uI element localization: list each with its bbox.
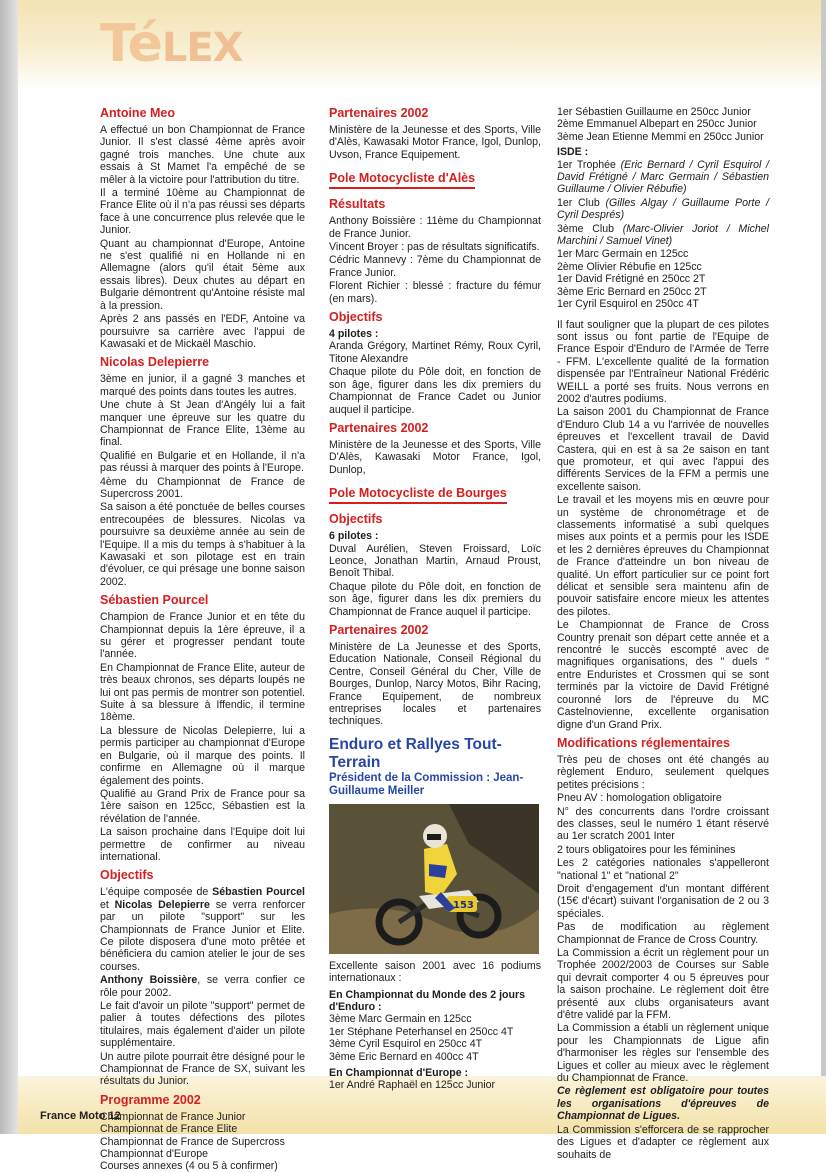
- paragraph: [100, 974, 305, 999]
- text: et: [100, 898, 115, 911]
- paragraph: Champion de France Junior et en tête du Championnat depuis la 1ère épreuve, il a su gérer et progresser pendant toute l'année.: [100, 611, 305, 661]
- programme-list: [100, 1111, 305, 1173]
- paragraph: Un autre pilote pourrait être désigné pour le Championnat de France de SX, suivant les résultats du Junior.: [100, 1050, 305, 1088]
- pilotes-count: 4 pilotes :: [329, 328, 379, 341]
- section-logo-telex: [100, 14, 243, 78]
- paragraph: Pas de modification au règlement Championnat de France de Cross Country.: [557, 921, 769, 946]
- list-item: Championnat d'Europe: [100, 1148, 209, 1161]
- heading-sebastien-pourcel: Sébastien Pourcel: [100, 593, 209, 608]
- telex-part-2: LEX: [161, 25, 243, 71]
- enduro-rider-photo: [329, 804, 539, 954]
- paragraph: Florent Richier : blessé : fracture du fémur (en mars).: [329, 280, 541, 305]
- team-members: (Marc-Olivier Joriot / Michel Marchini / Samuel Vinet): [557, 222, 769, 248]
- paragraph: Ministère de la Jeunesse et des Sports, Ville d'Alès, Kawasaki Motor France, Igol, Dunlop, Uvson, France Equipement.: [329, 124, 541, 161]
- team-members: (Eric Bernard / Cyril Esquirol / David Frétigné / Marc Germain / Sébastien Guillaume / Olivier Rébufie): [557, 158, 769, 196]
- results-list: [329, 1013, 541, 1063]
- list-item: 1er Cyril Esquirol en 250cc 4T: [557, 298, 699, 311]
- name-bold: Sébastien Pourcel: [212, 886, 305, 899]
- paragraph: [557, 197, 769, 222]
- list-item: 3ème Jean Etienne Memmi en 250cc Junior: [557, 130, 764, 143]
- paragraph: Pneu AV : homologation obligatoire: [557, 792, 722, 805]
- column-2: [329, 106, 541, 1092]
- paragraph: Chaque pilote du Pôle doit, en fonction de son âge, figurer dans les dix premiers du Championnat de France auquel il participe.: [329, 580, 541, 618]
- paragraph: [557, 223, 769, 248]
- paragraph: A effectué un bon Championnat de France Junior. Il s'est classé 4ème après avoir gagné trois manches. Une chute aux essais à St Mamet l'a empêché de se mêler à la victoire pour l'attribution du titre.: [100, 124, 305, 186]
- list-item: Courses annexes (4 ou 5 à confirmer): [100, 1160, 278, 1173]
- page-left-edge: [0, 0, 18, 1134]
- paragraph: Il faut souligner que la plupart de ces pilotes sont issus ou font partie de l'Equipe de France Espoir d'Enduro de l'Armée de Terre - FFM. L'excellente qualité de la formation dispensée par l'Entraîneur National Frédéric WEILL a porté ses fruits. Nous verrons en 2002 d'autres podiums.: [557, 318, 769, 405]
- list-item: 1er Sébastien Guillaume en 250cc Junior: [557, 106, 751, 118]
- results-list: [329, 1079, 541, 1091]
- paragraph: La Commission s'efforcera de se rapprocher des Ligues et d'adapter ce règlement aux souhaits de: [557, 1123, 769, 1161]
- heading-president-commission: Président de la Commission : Jean-Guillaume Meiller: [329, 771, 524, 797]
- paragraph: Cédric Mannevy : 7ème du Championnat de France Junior.: [329, 254, 541, 279]
- list-item: 2ème Emmanuel Albepart en 250cc Junior: [557, 118, 757, 131]
- name-bold: Nicolas Delepierre: [114, 898, 210, 911]
- subheading-isde: ISDE :: [557, 146, 589, 159]
- paragraph: Sa saison a été ponctuée de belles courses entrecoupées de blessures. Nicolas va poursuivre sa deuxième année au sein de l'Equipe. Il a mis du temps à s'habituer à la Kawasaki et son pilotage est en train d'évoluer, ce qui présage une bonne saison 2002.: [100, 501, 305, 588]
- heading-resultats: Résultats: [329, 197, 386, 212]
- paragraph: Le fait d'avoir un pilote "support" permet de palier à toutes défections des pilotes titulaires, mais également d'aider un pilote supplémentaire.: [100, 1000, 305, 1050]
- text: L'équipe composée de: [100, 886, 213, 899]
- paragraph: Ministère de La Jeunesse et des Sports, Education Nationale, Conseil Régional du Centre, Conseil Général du Cher, Ville de Bourges, Dunlop, Narcy Motos, Bihr Racing, France Equipement, de nombreux entreprises locales et partenaires techniques.: [329, 640, 541, 728]
- subheading-europe: En Championnat d'Europe :: [329, 1067, 469, 1080]
- paragraph: Chaque pilote du Pôle doit, en fonction de son âge, figurer dans les dix premiers du Championnat de France Cadet ou Junior auquel il participe.: [329, 366, 541, 416]
- paragraph: Aranda Grégory, Martinet Rémy, Roux Cyril, Titone Alexandre: [329, 340, 541, 365]
- footer-page-label: France Moto 12: [40, 1110, 121, 1122]
- heading-partenaires-2002: Partenaires 2002: [329, 106, 429, 120]
- team-members: (Gilles Algay / Guillaume Porte / Cyril Després): [557, 196, 769, 222]
- paragraph: [100, 886, 305, 973]
- text: se verra renforcer par un pilote "support" sur les Championnats de France Junior et Elite. Ce pilote disposera d'une moto prêtée et bénéficiera du camion atelier le jour de ses courses.: [100, 898, 305, 973]
- list-item: 1er Stéphane Peterhansel en 250cc 4T: [329, 1025, 514, 1038]
- race-number: 153: [453, 899, 474, 911]
- paragraph: [557, 159, 769, 196]
- rider-illustration: [329, 804, 539, 954]
- subheading-monde: En Championnat du Monde des 2 jours d'Enduro :: [329, 988, 525, 1014]
- paragraph: Quant au championnat d'Europe, Antoine ne s'est qualifié ni en Hollande ni en Allemagne (alors qu'il était 5ème aux essais libres). Deux chutes au départ en Bulgarie démontrent qu'Antoine résiste mal à la pression.: [100, 237, 305, 312]
- heading-antoine-meo: Antoine Meo: [100, 106, 175, 120]
- results-list: [557, 248, 769, 310]
- heading-partenaires-2002: Partenaires 2002: [329, 420, 429, 435]
- paragraph: La saison prochaine dans l'Equipe doit lui permettre de confirmer au niveau international.: [100, 826, 305, 863]
- list-item: 1er David Frétigné en 250cc 2T: [557, 273, 706, 286]
- paragraph: Très peu de choses ont été changés au règlement Enduro, seulement quelques petites précisions :: [557, 753, 769, 791]
- pilotes-count: 6 pilotes :: [329, 530, 379, 543]
- list-item: 3ème Marc Germain en 125cc: [329, 1013, 472, 1026]
- list-item: Championnat de France de Supercross: [100, 1135, 285, 1148]
- heading-partenaires-2002: Partenaires 2002: [329, 622, 429, 637]
- paragraph: Les 2 catégories nationales s'appelleront "national 1" et "national 2": [557, 857, 769, 882]
- heading-enduro-rallyes: Enduro et Rallyes Tout-Terrain: [329, 735, 502, 771]
- paragraph: Le travail et les moyens mis en œuvre pour un système de chronométrage et de classements informatisé a subi quelques mises aux points et a permis pour les ISDE et les 2 dernières épreuves du Championnat de France d'atteindre un bon niveau de qualité. Un effort particulier sur ce point fort délicat et sensible sera maintenu afin de pouvoir satisfaire encore mieux les attentes des pilotes.: [557, 494, 769, 618]
- paragraph: Anthony Boissière : 11ème du Championnat de France Junior.: [329, 215, 541, 240]
- paragraph: Après 2 ans passés en l'EDF, Antoine va poursuivre sa carrière avec l'appui de Kawasaki et de Mickaël Maschio.: [100, 313, 305, 350]
- paragraph: En Championnat de France Elite, auteur de très beaux chronos, ses départs loupés ne lui ont pas permis de montrer son potentiel. Suite à sa blessure à Iffendic, il termine 18ème.: [100, 661, 305, 724]
- paragraph: Une chute à St Jean d'Angély lui a fait manquer une épreuve sur les quatre du Championnat de France Elite, 13ème au final.: [100, 399, 305, 449]
- paragraph: 3ème en junior, il a gagné 3 manches et marqué des points dans toutes les autres.: [100, 373, 305, 398]
- list-item: Championnat de France Junior: [100, 1110, 246, 1123]
- column-3: [557, 106, 769, 1162]
- heading-programme-2002: Programme 2002: [100, 1092, 201, 1107]
- paragraph: Qualifié au Grand Prix de France pour sa 1ère saison en 125cc, Sébastien est la révélation de l'année.: [100, 787, 305, 825]
- heading-modifications-reglementaires: Modifications réglementaires: [557, 735, 730, 750]
- heading-objectifs: Objectifs: [100, 868, 154, 883]
- text: 1er Club: [557, 196, 606, 209]
- paragraph: Qualifié en Bulgarie et en Hollande, il n'a pas réussi à marquer des points à l'Europe.: [100, 449, 305, 475]
- paragraph: 2 tours obligatoires pour les féminines: [557, 843, 736, 856]
- paragraph: Duval Aurélien, Steven Froissard, Loïc Leonce, Jonathan Martin, Arnaud Proust, Benoît Thibal.: [329, 542, 541, 580]
- paragraph: La saison 2001 du Championnat de France d'Enduro Club 14 a vu l'arrivée de nouvelles épreuves et l'excellent travail de David Castera, qui en est à sa 2e saison en tant que promoteur, et qui avec l'appui des différents Services de la FFM a permis une excellente saison.: [557, 406, 769, 493]
- heading-objectifs: Objectifs: [329, 512, 383, 527]
- paragraph: Excellente saison 2001 avec 16 podiums internationaux :: [329, 959, 541, 985]
- list-item: 3ème Eric Bernard en 250cc 2T: [557, 285, 707, 298]
- heading-nicolas-delepierre: Nicolas Delepierre: [100, 355, 210, 370]
- results-list: [557, 106, 769, 143]
- column-1: [100, 106, 305, 1173]
- text: 3ème Club: [557, 222, 623, 235]
- list-item: 1er Marc Germain en 125cc: [557, 248, 689, 261]
- heading-pole-ales: Pole Motocycliste d'Alès: [329, 171, 475, 189]
- list-item: 1er André Raphaël en 125cc Junior: [329, 1079, 496, 1092]
- heading-objectifs: Objectifs: [329, 310, 383, 325]
- paragraph: N° des concurrents dans l'ordre croissant des classes, seul le numéro 1 étant réservé au 1er scratch 2001 Inter: [557, 805, 769, 843]
- paragraph: Vincent Broyer : pas de résultats significatifs.: [329, 241, 540, 254]
- paragraph: Droit d'engagement d'un montant différent (15€ d'écart) suivant l'organisation de 2 ou 3 spéciales.: [557, 882, 769, 920]
- paragraph: Le Championnat de France de Cross Country prenait son départ cette année et a rencontré le succès escompté avec de magnifiques organisations, des " duels " entre Enduristes et Crossmen qui se sont terminés par la victoire de David Frétigné couronné lors de l'épreuve du MC Castelnovienne, excellente organisation digne d'un Grand Prix.: [557, 619, 769, 731]
- paragraph: La Commission a établi un règlement unique pour les Championnats de Ligue afin d'harmoniser les règles sur l'ensemble des Ligues et coller au mieux avec le règlement du Championnat de France.: [557, 1022, 769, 1085]
- paragraph-emphasis: Ce règlement est obligatoire pour toutes les organisations d'épreuves de Championnat de Ligues.: [557, 1085, 769, 1123]
- list-item: 2ème Olivier Rébufie en 125cc: [557, 260, 702, 273]
- paragraph: La Commission a écrit un règlement pour un Trophée 2002/2003 de Courses sur Sable qui devrait comporter 4 ou 5 épreuves pour la saison prochaine. Le règlement doit être présenté aux clubs organisateurs avant d'être validé par la FFM.: [557, 947, 769, 1022]
- list-item: 3ème Eric Bernard en 400cc 4T: [329, 1050, 479, 1063]
- page-right-edge: [821, 0, 826, 1134]
- paragraph: La blessure de Nicolas Delepierre, lui a permis participer au championnat d'Europe en Bulgarie, où il marque des points. Il confirme en Allemagne où il marque également des points.: [100, 724, 305, 787]
- paragraph: 4ème du Championnat de France de Supercross 2001.: [100, 475, 305, 500]
- text: , se verra confier ce rôle pour 2002.: [100, 974, 305, 999]
- text: 1er Trophée: [557, 158, 621, 171]
- telex-part-1: Té: [100, 14, 162, 74]
- list-item: Championnat de France Elite: [100, 1123, 238, 1136]
- paragraph: Ministère de la Jeunesse et des Sports, Ville D'Alès, Kawasaki Motor France, Igol, Dunlop,: [329, 438, 541, 476]
- list-item: 3ème Cyril Esquirol en 250cc 4T: [329, 1038, 483, 1051]
- heading-pole-bourges: Pole Motocycliste de Bourges: [329, 486, 507, 504]
- name-bold: Anthony Boissière: [100, 974, 198, 987]
- paragraph: Il a terminé 10ème au Championnat de France Elite où il n'a pas réussi ses départs face à une concurrence plus relevée que le Junior.: [100, 187, 305, 237]
